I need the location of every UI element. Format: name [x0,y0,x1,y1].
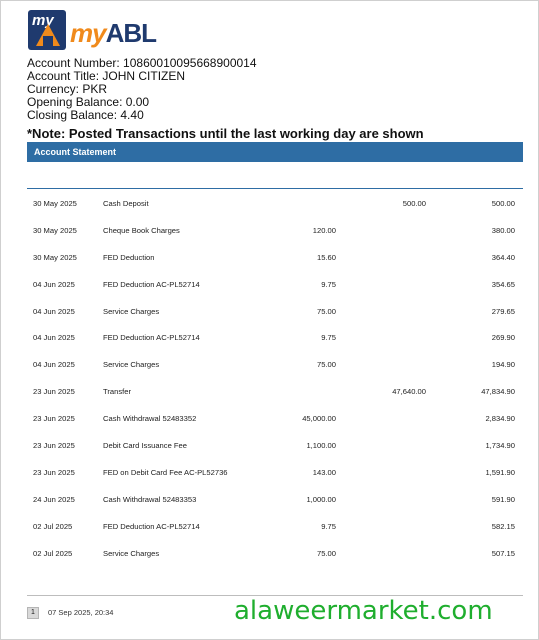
txn-date: 30 May 2025 [33,199,77,208]
txn-balance: 47,834.90 [481,387,515,397]
posted-note: *Note: Posted Transactions until the last working day are shown [27,126,424,141]
table-row [27,324,523,351]
txn-debit: 1,000.00 [306,494,336,504]
account-currency: Currency: PKR [27,82,108,96]
account-title: Account Title: JOHN CITIZEN [27,69,186,83]
txn-description: FED Deduction [103,252,155,262]
table-row [27,271,523,298]
txn-description: Transfer [103,387,131,397]
table-row [27,513,523,540]
logo-my: my [70,18,106,48]
txn-debit: 75.00 [316,306,336,316]
statement-header-bar [27,142,523,162]
txn-date: 23 Jun 2025 [33,414,75,424]
table-row [27,298,523,325]
txn-debit: 1,100.00 [306,441,336,451]
txn-description: Cash Withdrawal 52483352 [103,414,197,424]
txn-balance: 364.40 [491,252,515,262]
txn-balance: 1,734.90 [485,441,515,451]
txn-date: 04 Jun 2025 [33,360,75,370]
txn-balance: 1,591.90 [485,467,515,477]
txn-description: Service Charges [103,548,160,558]
txn-debit: 120.00 [312,225,336,235]
txn-date: 04 Jun 2025 [33,306,75,316]
txn-date: 30 May 2025 [33,225,77,235]
table-row [27,432,523,459]
account-info [27,57,257,122]
txn-date: 04 Jun 2025 [33,333,75,343]
statement-header-label: Account Statement [34,147,117,157]
txn-debit: 143.00 [312,467,336,477]
txn-debit: 9.75 [321,521,336,531]
txn-description: FED on Debit Card Fee AC-PL52736 [103,467,228,477]
txn-date: 24 Jun 2025 [33,494,75,504]
txn-description: FED Deduction AC-PL52714 [103,333,200,343]
myabl-logo [28,10,158,54]
txn-balance: 500.00 [491,199,515,208]
txn-date: 23 Jun 2025 [33,441,75,451]
logo-a-notch [43,36,53,46]
txn-balance: 507.15 [491,548,515,558]
txn-credit: 47,640.00 [392,387,426,397]
txn-date: 23 Jun 2025 [33,467,75,477]
watermark: alaweermarket.com [234,596,493,626]
table-row [27,351,523,378]
page-number: 1 [27,607,39,619]
table-row [27,459,523,486]
txn-description: Debit Card Issuance Fee [103,441,187,451]
txn-balance: 354.65 [491,279,515,289]
table-row [27,486,523,513]
table-row [27,405,523,432]
txn-date: 30 May 2025 [33,252,77,262]
txn-debit: 15.60 [316,252,336,262]
table-row [27,540,523,567]
txn-date: 04 Jun 2025 [33,279,75,289]
txn-balance: 380.00 [491,225,515,235]
table-row [27,217,523,244]
txn-description: Service Charges [103,360,160,370]
table-row [27,244,523,271]
transactions-table [27,190,523,566]
txn-date: 02 Jul 2025 [33,548,73,558]
txn-balance: 279.65 [491,306,515,316]
txn-date: 23 Jun 2025 [33,387,75,397]
logo-badge-text: my [32,12,54,29]
logo-wordmark [70,18,156,49]
txn-description: Cheque Book Charges [103,225,180,235]
logo-abl: ABL [105,18,157,48]
txn-debit: 75.00 [316,360,336,370]
txn-balance: 582.15 [491,521,515,531]
txn-balance: 194.90 [491,360,515,370]
txn-balance: 269.90 [491,333,515,343]
table-row [27,378,523,405]
txn-description: FED Deduction AC-PL52714 [103,521,200,531]
table-row [27,190,523,217]
closing-balance: Closing Balance: 4.40 [27,108,144,122]
txn-debit: 9.75 [321,279,336,289]
txn-description: FED Deduction AC-PL52714 [103,279,200,289]
txn-balance: 2,834.90 [485,414,515,424]
account-number: Account Number: 10860010095668900014 [27,56,257,70]
txn-description: Cash Withdrawal 52483353 [103,494,197,504]
txn-debit: 9.75 [321,333,336,343]
txn-debit: 75.00 [316,548,336,558]
txn-debit: 45,000.00 [302,414,336,424]
statement-divider [27,188,523,189]
txn-balance: 591.90 [491,494,515,504]
opening-balance: Opening Balance: 0.00 [27,95,150,109]
txn-credit: 500.00 [402,199,426,208]
printed-timestamp: 07 Sep 2025, 20:34 [48,608,114,617]
txn-description: Cash Deposit [103,199,149,208]
txn-date: 02 Jul 2025 [33,521,73,531]
txn-description: Service Charges [103,306,160,316]
